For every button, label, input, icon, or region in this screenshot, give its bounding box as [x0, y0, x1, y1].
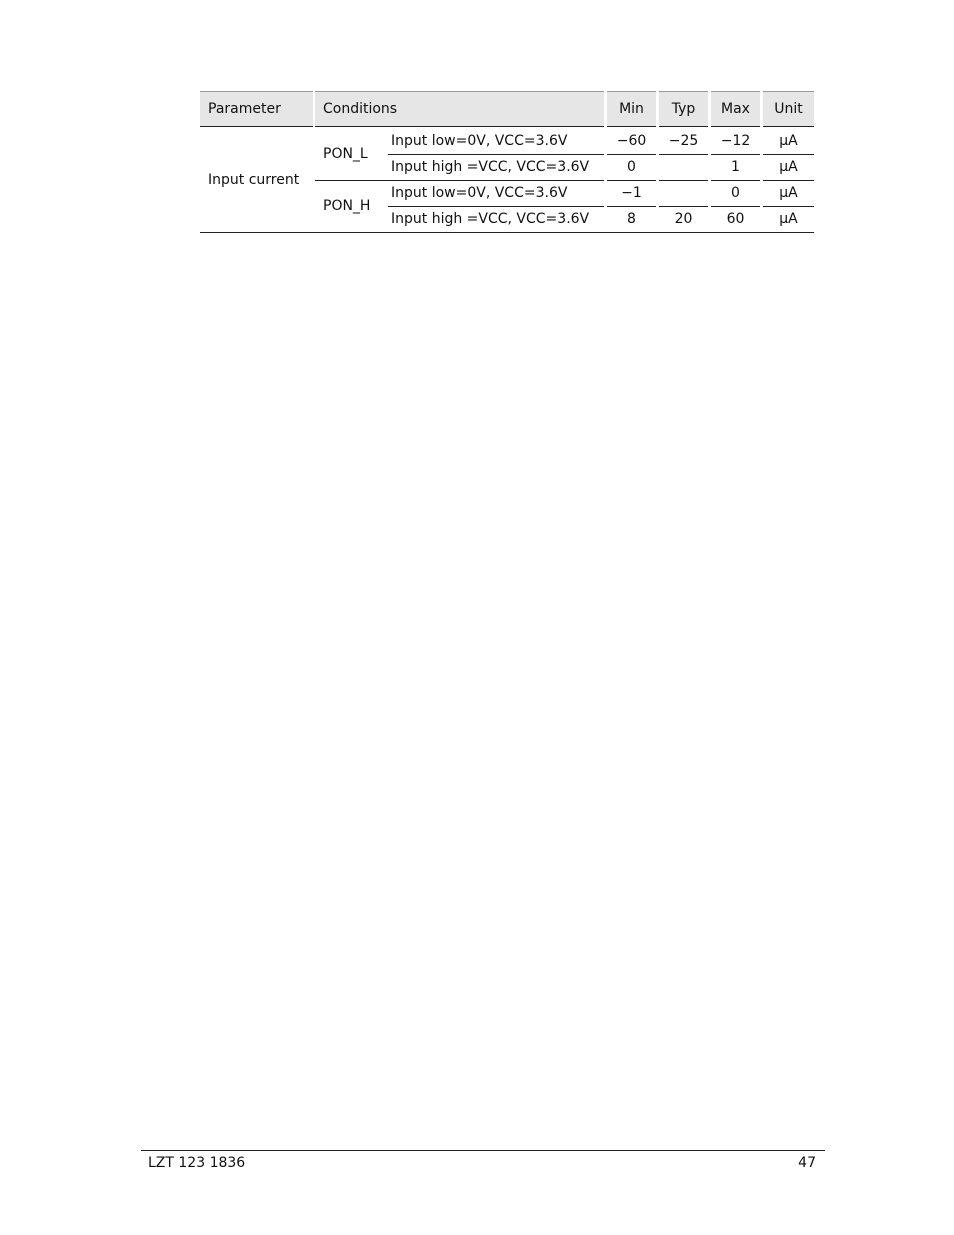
max-cell: 0 — [731, 185, 740, 201]
row-divider — [711, 154, 760, 155]
unit-cell: μA — [779, 185, 798, 201]
typ-cell: 20 — [674, 211, 693, 227]
header-unit: Unit — [763, 91, 814, 127]
row-divider — [659, 154, 708, 155]
unit-cell: μA — [779, 211, 798, 227]
footer-rule — [141, 1150, 825, 1151]
row-divider — [607, 180, 656, 181]
condition-cell: Input high =VCC, VCC=3.6V — [391, 211, 590, 227]
pin-cell-pon-l: PON_L — [323, 146, 368, 162]
header-max: Max — [711, 91, 760, 127]
row-divider — [607, 154, 656, 155]
max-cell: −12 — [720, 133, 751, 149]
row-divider — [659, 180, 708, 181]
unit-cell: μA — [779, 159, 798, 175]
row-divider — [763, 154, 814, 155]
header-conditions: Conditions — [315, 91, 604, 127]
condition-cell: Input low=0V, VCC=3.6V — [391, 185, 568, 201]
condition-cell: Input low=0V, VCC=3.6V — [391, 133, 568, 149]
header-parameter: Parameter — [200, 91, 313, 127]
max-cell: 60 — [726, 211, 745, 227]
min-cell: −1 — [621, 185, 642, 201]
header-min: Min — [607, 91, 656, 127]
header-typ: Typ — [659, 91, 708, 127]
row-divider — [607, 206, 656, 207]
max-cell: 1 — [731, 159, 740, 175]
row-divider — [388, 154, 604, 155]
row-divider — [763, 206, 814, 207]
pin-cell-pon-h: PON_H — [323, 198, 371, 214]
parameter-cell: Input current — [208, 172, 300, 188]
group-divider — [315, 180, 604, 181]
footer-page-number: 47 — [798, 1155, 816, 1171]
row-divider — [659, 206, 708, 207]
table-bottom-rule — [200, 232, 814, 233]
min-cell: 8 — [627, 211, 636, 227]
row-divider — [711, 180, 760, 181]
row-divider — [711, 206, 760, 207]
typ-cell — [659, 154, 708, 180]
min-cell: 0 — [627, 159, 636, 175]
typ-cell — [659, 180, 708, 206]
min-cell: −60 — [616, 133, 647, 149]
row-divider — [388, 206, 604, 207]
typ-cell: −25 — [668, 133, 699, 149]
row-divider — [763, 180, 814, 181]
footer-doc-number: LZT 123 1836 — [148, 1155, 246, 1171]
input-current-spec-table — [200, 91, 814, 233]
condition-cell: Input high =VCC, VCC=3.6V — [391, 159, 590, 175]
unit-cell: μA — [779, 133, 798, 149]
